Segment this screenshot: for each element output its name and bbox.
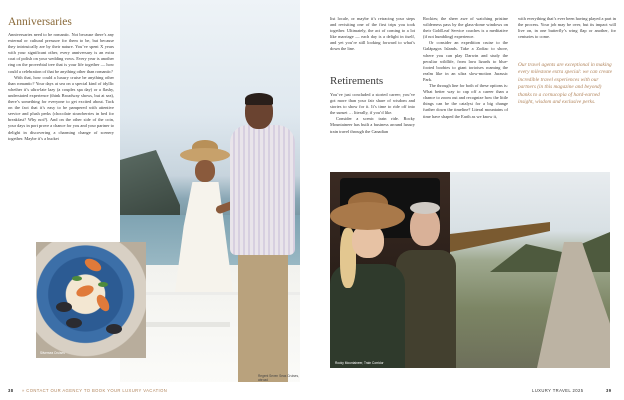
- publication-title: LUXURY TRAVEL 2025: [532, 388, 584, 393]
- body-paragraph: The through line for both of these options is: What better way to cap off a career than a chance to zoom out and recognize how the little things can be the catalyst for a big change further down the timeline? Literal mountains of time have shaped the Earth as we know it,: [423, 83, 508, 119]
- herb-garnish: [72, 276, 82, 281]
- man-hair: [410, 202, 440, 214]
- mussel-shape: [66, 318, 82, 328]
- shrimp-shape: [94, 293, 112, 314]
- man-shirt: [230, 125, 295, 255]
- pull-quote: Our travel agents are exceptional in making every milestone extra special: we can create incredible travel experiences with our partners (in this magazine and beyond) thanks to a cornucopia of hard-earned insight, wisdom and exclusive perks.: [518, 62, 612, 106]
- woman-dress: [175, 182, 233, 292]
- train-couple-photo: [330, 172, 610, 368]
- shrimp-shape: [83, 256, 104, 274]
- man-jacket: [396, 250, 456, 368]
- page-number-right: 39: [606, 388, 612, 393]
- body-paragraph: With that, how could a luxury cruise be anything other than romantic? Your days at sea on a special kind of idyllic whether it’s ultra-late lazy (a couples spa day) or a flashy, understated experience (think Broadway shows, but at sea), there’s something for everyone to get excited about. Tack on the fact that it’s easy to be pampered with attentive service and plush perks (chocolate strawberries in bed for breakfast? Why not?). And on the other side of the coin, your days in port prove a chance for you and your partner to delight in discovering a charming change of scenery together. Maybe it’s a bucket: [8, 74, 114, 141]
- contact-agency-link[interactable]: » CONTACT OUR AGENCY TO BOOK YOUR LUXURY VACATION: [22, 388, 168, 393]
- mussel-shape: [56, 302, 72, 312]
- man-trousers: [238, 250, 288, 382]
- column-continuation: list locale, or maybe it’s retracing your steps and revisiting one of the first trips you took together. Ultimately, the act of coming to a lot like marriage — each day is a delight in itself, and yet you’re still looking forward to what’s down the line.: [330, 16, 415, 52]
- woman-hat: [330, 202, 405, 230]
- photo-credit: Rocky Mountaineer, Train Corridor: [335, 361, 384, 365]
- anniversaries-body: [8, 32, 114, 142]
- closing-paragraph: with everything that’s ever been having played a part in the process. Your job may be over, but its impact will live on, in one butterfly’s wing flap or another, for centuries to come.: [518, 16, 616, 40]
- herb-garnish: [98, 282, 108, 287]
- body-paragraph: Or consider an expedition cruise to the Galápagos Islands. Take a Zodiac to shore, where you can play Darwin and study the peculiar wildlife, from lava lizards to blue-footed boobies to giant tortoises roaming the realm like in an ultra slow-motion Jurassic Park.: [423, 40, 508, 82]
- man-hair: [245, 93, 273, 105]
- mussel-shape: [106, 324, 122, 334]
- body-paragraph: Consider a scenic train ride. Rocky Mountaineer has built a business around luxury train travel through the Canadian: [330, 116, 415, 134]
- retirements-heading: Retirements: [330, 75, 384, 87]
- retirements-body-continued: [423, 16, 508, 120]
- retirements-body: [330, 92, 415, 135]
- shrimp-shape: [75, 283, 95, 299]
- photo-credit: Silversea Cruises: [40, 351, 65, 355]
- body-paragraph: You’ve just concluded a storied career; you’ve got more than your fair share of wisdom and stories to show for it. It’s time to ride off into the sunset … literally, if you’d like.: [330, 92, 415, 116]
- photo-credit: Regent Seven Seas Cruises, abroad: [258, 374, 299, 382]
- couple-cruise-photo: [120, 0, 300, 382]
- anniversaries-heading: Anniversaries: [8, 16, 72, 28]
- woman-face: [195, 160, 215, 182]
- page-number-left: 38: [8, 388, 14, 393]
- body-paragraph: Anniversaries need to be romantic. Not because there’s any external or cultural pressure for them to be, but because they intrinsically are by their nature. You’ve spent X years with your significant other, every anniversary is an extra coat of polish on your wedding vows. Every year is another ring on the proverbial tree that is your life together — how could a celebration of that be anything other than romantic?: [8, 32, 114, 74]
- seafood-bowl-photo: [36, 242, 146, 358]
- body-paragraph: Rockies; the sheer awe of watching pristine wilderness pass by the glass-dome windows on their GoldLeaf Service coaches is a meditative (if not humbling) experience.: [423, 16, 508, 40]
